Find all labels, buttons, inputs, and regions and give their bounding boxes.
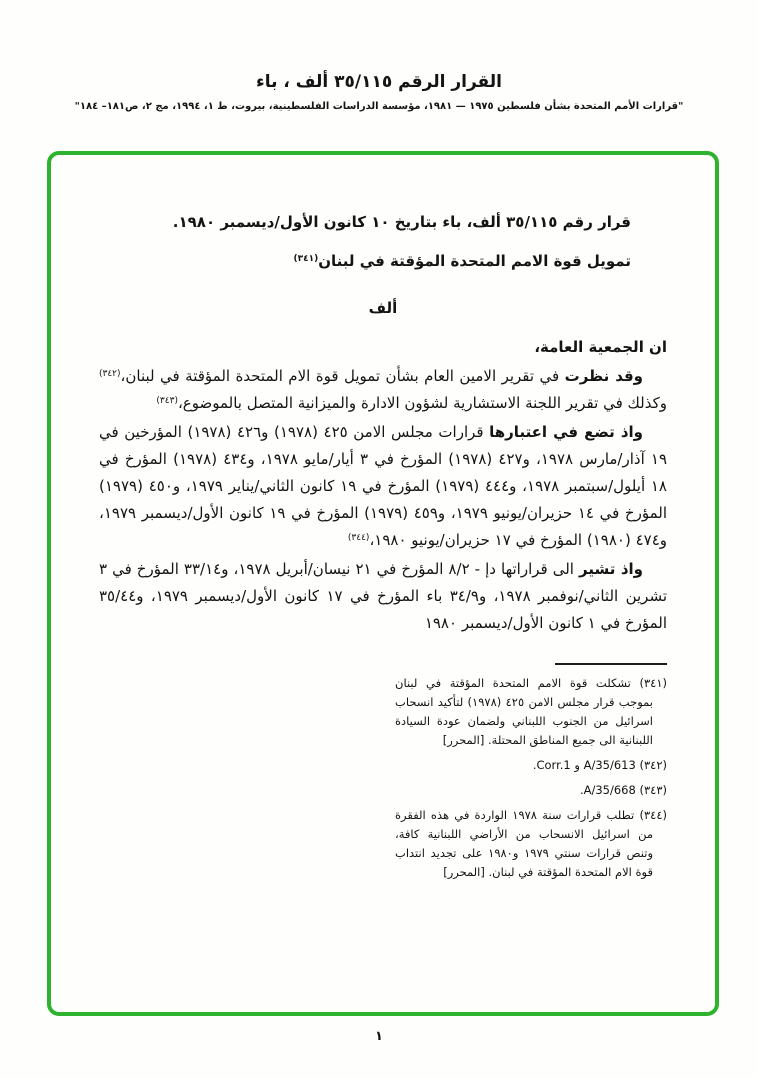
footnote-ref-344: (٣٤٤) bbox=[347, 533, 370, 543]
resolution-body bbox=[51, 155, 715, 882]
document-header-title: القرار الرقم ٣٥/١١٥ ألف ، باء bbox=[256, 72, 502, 92]
footnote-344-text: تطلب قرارات سنة ١٩٧٨ الواردة في هذه الفقرة من اسرائيل الانسحاب من الأراضي اللبنانية كافة، وتنص قرارات سنتي ١٩٧٩ و١٩٨٠ على تجديد انتداب قوة الام المتحدة المؤقتة في لبنان. [المحرر] bbox=[395, 807, 653, 879]
footnote-343-text: A/35/668. bbox=[579, 782, 636, 797]
paragraph-1-text-b: وكذلك في تقرير اللجنة الاستشارية لشؤون الادارة والميزانية المتصل بالموضوع، bbox=[177, 394, 667, 412]
preamble-paragraph-3 bbox=[99, 556, 667, 637]
paragraph-2-lead: واذ تضع في اعتبارها bbox=[489, 423, 643, 441]
paragraph-1-lead: وقد نظرت bbox=[564, 367, 643, 385]
resolution-subtitle-text: تمويل قوة الامم المتحدة المؤقتة في لبنان bbox=[318, 252, 631, 270]
footnote-341-number: (٣٤١) bbox=[639, 675, 668, 690]
paragraph-2-text: قرارات مجلس الامن ٤٢٥ (١٩٧٨) و٤٢٦ (١٩٧٨) المؤرخين في ١٩ آذار/مارس ١٩٧٨، و٤٢٧ (١٩٧٨) المؤرخ في ٣ أيار/مايو ١٩٧٨، و٤٣٤ (١٩٧٨) المؤرخ في ١٨ أيلول/سبتمبر ١٩٧٨، و٤٤٤ (١٩٧٩) المؤرخ في ١٩ كانون الثاني/يناير ١٩٧٩، و٤٥٠ (١٩٧٩) المؤرخ في ١٤ حزيران/يونيو ١٩٧٩، و٤٥٩ (١٩٧٩) المؤرخ في ١٩ كانون الأول/ديسمبر ١٩٧٩، و٤٧٤ (١٩٨٠) المؤرخ في ١٧ حزيران/يونيو ١٩٨٠، bbox=[99, 423, 668, 549]
footnote-341 bbox=[395, 674, 667, 750]
paragraph-3-text: الى قراراتها دإ - ٨/٢ المؤرخ في ٢١ نيسان/أبريل ١٩٧٨، و٣٣/١٤ المؤرخ في ٣ تشرين الثاني/نوفمبر ١٩٧٨، و٣٤/٩ باء المؤرخ في ١٧ كانون الأول/ديسمبر ١٩٧٩، و٣٥/٤٤ المؤرخ في ١ كانون الأول/ديسمبر ١٩٨٠ bbox=[99, 560, 667, 632]
section-label-alef: ألف bbox=[368, 299, 398, 317]
opening-line: ان الجمعية العامة، bbox=[534, 338, 667, 356]
footnote-342-text: A/35/613 و Corr.1. bbox=[532, 757, 636, 772]
footnote-ref-342: (٣٤٢) bbox=[99, 369, 121, 379]
preamble-paragraph-2 bbox=[99, 419, 667, 554]
footnote-344 bbox=[395, 806, 667, 882]
footnote-342 bbox=[395, 756, 667, 775]
preamble-paragraph-1 bbox=[99, 363, 667, 417]
footnote-ref-343: (٣٤٣) bbox=[156, 396, 178, 406]
footnote-342-number: (٣٤٢) bbox=[639, 757, 667, 772]
paragraph-3-lead: واذ تشير bbox=[579, 560, 643, 578]
footnote-343 bbox=[395, 781, 667, 800]
paragraph-1-text-a: في تقرير الامين العام بشأن تمويل قوة الام المتحدة المؤقتة في لبنان، bbox=[120, 367, 565, 385]
footnotes-block bbox=[395, 663, 667, 882]
page-header bbox=[0, 72, 758, 112]
resolution-subtitle bbox=[99, 248, 667, 275]
footnote-ref-341: (٣٤١) bbox=[293, 254, 319, 264]
footnote-343-number: (٣٤٣) bbox=[639, 782, 667, 797]
resolution-title: قرار رقم ٣٥/١١٥ ألف، باء بتاريخ ١٠ كانون الأول/ديسمبر ١٩٨٠. bbox=[172, 213, 631, 231]
footnote-344-number: (٣٤٤) bbox=[639, 807, 667, 822]
footnote-341-text: تشكلت قوة الامم المتحدة المؤقتة في لبنان بموجب قرار مجلس الامن ٤٢٥ (١٩٧٨) لتأكيد انسحاب اسرائيل من الجنوب اللبناني ولضمان عودة السيادة اللبنانية الى جميع المناطق المحتلة. [المحرر] bbox=[395, 675, 653, 747]
footnote-separator-line bbox=[555, 663, 667, 665]
page-number: ١ bbox=[375, 1029, 383, 1044]
green-frame bbox=[47, 151, 719, 1016]
source-citation: "قرارات الأمم المتحدة بشأن فلسطين ١٩٧٥ — ١٩٨١، مؤسسة الدراسات الفلسطينية، بيروت، ط ١، ١٩٩٤، مج ٢، ص١٨١– ١٨٤" bbox=[74, 101, 684, 112]
